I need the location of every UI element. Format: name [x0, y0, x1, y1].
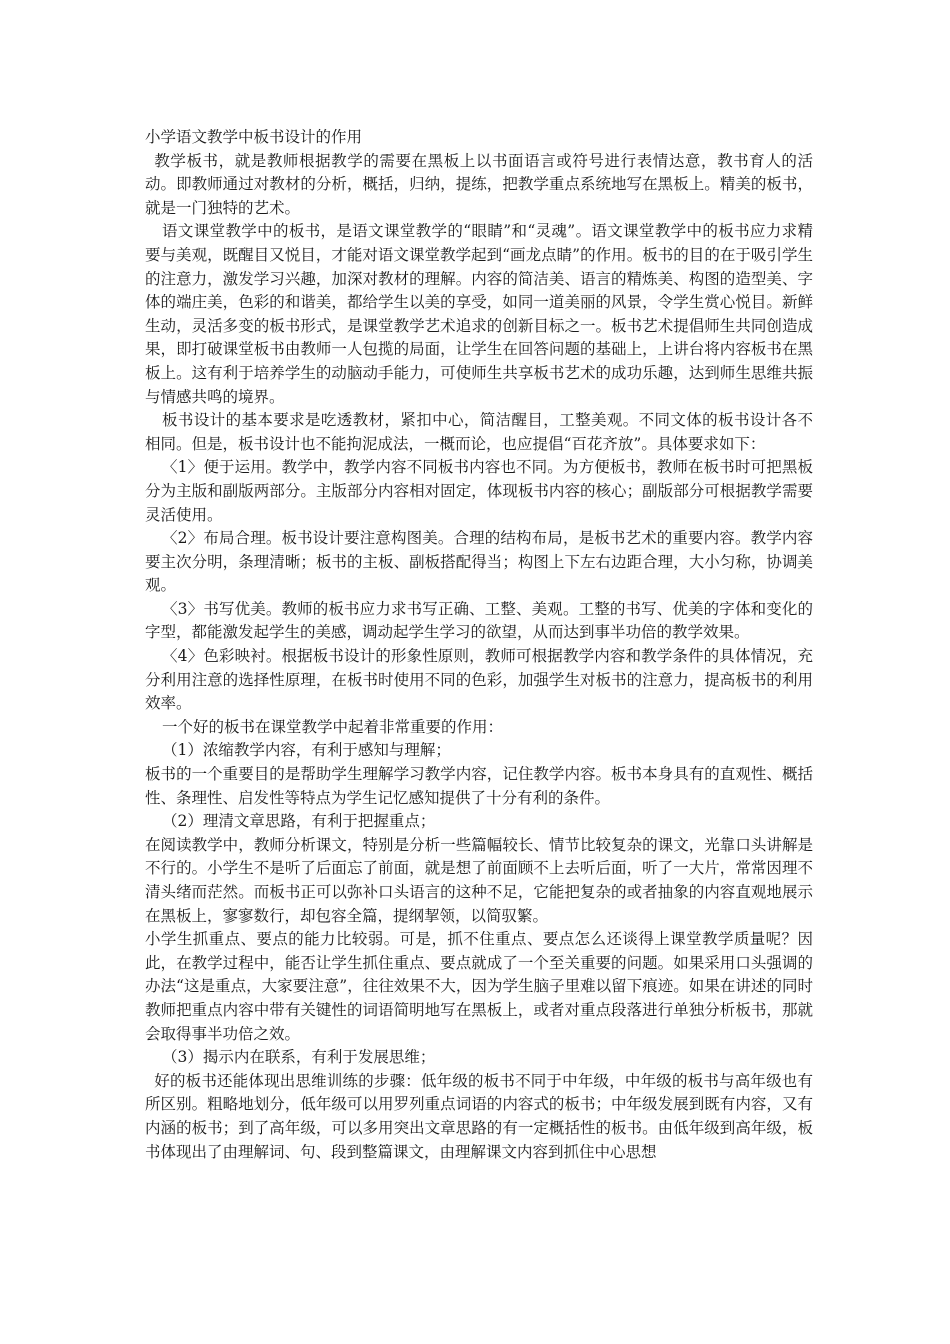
document-title: 小学语文教学中板书设计的作用 — [145, 128, 363, 146]
paragraph: 一个好的板书在课堂教学中起着非常重要的作用： — [162, 717, 504, 736]
paragraph: 在阅读教学中，教师分析课文，特别是分析一些篇幅较长、情节比较复杂的课文，光靠口头讲解是不行的。小学生不是听了后面忘了前面，就是想了前面顾不上去听后面，听了一大片，常常因理不清头绪而茫然。而板书正可以弥补口头语言的这种不足，它能把复杂的或者抽象的内容直观地展示在黑板上，寥寥数行，却包容全篇，提纲挈领，以简驭繁。 — [145, 835, 813, 925]
paragraph: 板书的一个重要目的是帮助学生理解学习教学内容，记住教学内容。板书本身具有的直观性、概括性、条理性、启发性等特点为学生记忆感知提供了十分有利的条件。 — [145, 765, 813, 807]
paragraph: 语文课堂教学中的板书，是语文课堂教学的“眼睛”和“灵魂”。语文课堂教学中的板书应力求精要与美观，既醒目又悦目，才能对语文课堂教学起到“画龙点睛”的作用。板书的目的在于吸引学生的注意力，激发学习兴趣，加深对教材的理解。内容的简洁美、语言的精炼美、构图的造型美、字体的端庄美，色彩的和谐美，都给学生以美的享受，如同一道美丽的风景，令学生赏心悦目。新鲜生动，灵活多变的板书形式，是课堂教学艺术追求的创新目标之一。板书艺术提倡师生共同创造成果，即打破课堂板书由教师一人包揽的局面，让学生在回答问题的基础上，上讲台将内容板书在黑板上。这有利于培养学生的动脑动手能力，可使师生共享板书艺术的成功乐趣，达到师生思维共振与情感共鸣的境界。 — [145, 222, 813, 406]
paragraph: （3）揭示内在联系，有利于发展思维； — [162, 1048, 436, 1067]
document-body — [145, 126, 813, 1164]
paragraph: 小学生抓重点、要点的能力比较弱。可是，抓不住重点、要点怎么还谈得上课堂教学质量呢？因此，在教学过程中，能否让学生抓住重点、要点就成了一个至关重要的问题。如果采用口头强调的办法“这是重点，大家要注意”，往往效果不大，因为学生脑子里难以留下痕迹。如果在讲述的同时教师把重点内容中带有关键性的词语简明地写在黑板上，或者对重点段落进行单独分析板书，那就会取得事半功倍之效。 — [145, 930, 813, 1043]
paragraph: 教学板书，就是教师根据教学的需要在黑板上以书面语言或符号进行表情达意，教书育人的活动。即教师通过对教材的分析，概括，归纳，提练，把教学重点系统地写在黑板上。精美的板书，就是一门独特的艺术。 — [145, 151, 813, 217]
paragraph: 板书设计的基本要求是吃透教材，紧扣中心，简洁醒目，工整美观。不同文体的板书设计各不相同。但是，板书设计也不能拘泥成法，一概而论，也应提倡“百花齐放”。具体要求如下： — [145, 411, 813, 453]
paragraph: （2）理清文章思路，有利于把握重点； — [162, 812, 436, 831]
paragraph: （1）浓缩教学内容，有利于感知与理解； — [162, 741, 451, 760]
paragraph: 〈3〉书写优美。教师的板书应力求书写正确、工整、美观。工整的书写、优美的字体和变化的字型，都能激发起学生的美感，调动起学生学习的欲望，从而达到事半功倍的教学效果。 — [145, 599, 813, 642]
paragraph: 〈1〉便于运用。教学中，教学内容不同板书内容也不同。为方便板书，教师在板书时可把黑板分为主版和副版两部分。主版部分内容相对固定，体现板书内容的核心；副版部分可根据教学需要灵活使用。 — [145, 458, 813, 524]
paragraph-list — [145, 150, 813, 1165]
paragraph: 〈2〉布局合理。板书设计要注意构图美。合理的结构布局，是板书艺术的重要内容。教学内容要主次分明，条理清晰；板书的主板、副板搭配得当；构图上下左右边距合理，大小匀称，协调美观。 — [145, 529, 813, 595]
paragraph: 好的板书还能体现出思维训练的步骤：低年级的板书不同于中年级，中年级的板书与高年级也有所区别。粗略地划分，低年级可以用罗列重点词语的内容式的板书；中年级发展到既有内容，又有内涵的板书；到了高年级，可以多用突出文章思路的有一定概括性的板书。由低年级到高年级，板书体现出了由理解词、句、段到整篇课文，由理解课文内容到抓住中心思想 — [145, 1071, 813, 1161]
paragraph: 〈4〉色彩映衬。根据板书设计的形象性原则，教师可根据教学内容和教学条件的具体情况，充分利用注意的选择性原理，在板书时使用不同的色彩，加强学生对板书的注意力，提高板书的利用效率。 — [145, 647, 813, 713]
